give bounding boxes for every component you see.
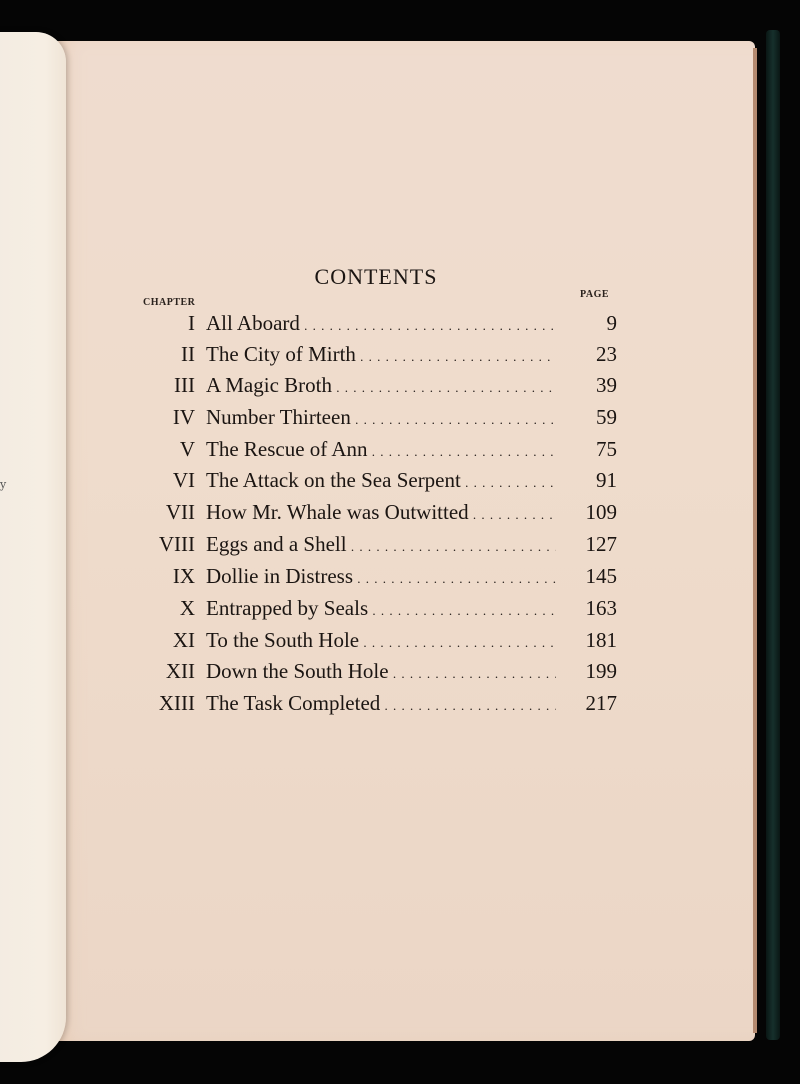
chapter-page: 39	[596, 373, 617, 397]
chapter-page: 9	[606, 311, 617, 335]
toc-entry	[0, 342, 800, 372]
page-column-header: PAGE	[580, 289, 610, 300]
chapter-numeral: VII	[165, 500, 195, 524]
chapter-page: 91	[596, 468, 617, 492]
chapter-page: 199	[585, 659, 617, 683]
chapter-page: 23	[596, 342, 617, 366]
chapter-numeral: XII	[165, 659, 195, 683]
chapter-title: Dollie in Distress . . .	[206, 564, 556, 589]
toc-entry	[0, 691, 800, 721]
toc-entry	[0, 532, 800, 562]
chapter-title: How Mr. Whale was Outwitted . . .	[206, 500, 556, 525]
chapter-title: A Magic Broth . . .	[206, 373, 556, 398]
chapter-numeral: V	[179, 437, 195, 461]
toc-entry	[0, 628, 800, 658]
toc-entry	[0, 373, 800, 403]
toc-entry	[0, 468, 800, 498]
chapter-title: Eggs and a Shell . . .	[206, 532, 556, 557]
chapter-numeral: X	[179, 596, 195, 620]
chapter-page: 75	[596, 437, 617, 461]
chapter-title: The Attack on the Sea Serpent . . .	[206, 468, 556, 493]
chapter-page: 109	[585, 500, 617, 524]
chapter-page: 127	[585, 532, 617, 556]
chapter-page: 145	[585, 564, 617, 588]
chapter-title: To the South Hole . . .	[206, 628, 556, 653]
page-title-text: CONTENTS	[314, 264, 438, 289]
chapter-page: 59	[596, 405, 617, 429]
chapter-numeral: VI	[172, 468, 195, 492]
toc-entry	[0, 659, 800, 689]
chapter-numeral: IX	[172, 564, 195, 588]
chapter-title: The City of Mirth . . .	[206, 342, 556, 367]
chapter-title: Down the South Hole . . .	[206, 659, 556, 684]
toc-entry	[0, 311, 800, 341]
chapter-title: All Aboard . . .	[206, 311, 556, 336]
chapter-numeral: III	[174, 373, 195, 397]
toc-entry	[0, 405, 800, 435]
toc-entry	[0, 564, 800, 594]
chapter-numeral: I	[188, 311, 195, 335]
chapter-numeral: XIII	[158, 691, 195, 715]
chapter-numeral: XI	[172, 628, 195, 652]
chapter-numeral: IV	[172, 405, 195, 429]
chapter-page: 217	[585, 691, 617, 715]
chapter-column-header: CHAPTER	[143, 297, 196, 308]
chapter-page: 181	[585, 628, 617, 652]
left-page-mark: y	[0, 478, 7, 491]
chapter-page: 163	[585, 596, 617, 620]
chapter-numeral: VIII	[158, 532, 195, 556]
chapter-title: The Rescue of Ann . . .	[206, 437, 556, 462]
chapter-title: The Task Completed . . .	[206, 691, 556, 716]
toc-entry	[0, 437, 800, 467]
page-title	[0, 264, 800, 290]
chapter-numeral: II	[181, 342, 195, 366]
chapter-title: Number Thirteen . . .	[206, 405, 556, 430]
toc-entry	[0, 596, 800, 626]
toc-entry	[0, 500, 800, 530]
chapter-title: Entrapped by Seals . . .	[206, 596, 556, 621]
